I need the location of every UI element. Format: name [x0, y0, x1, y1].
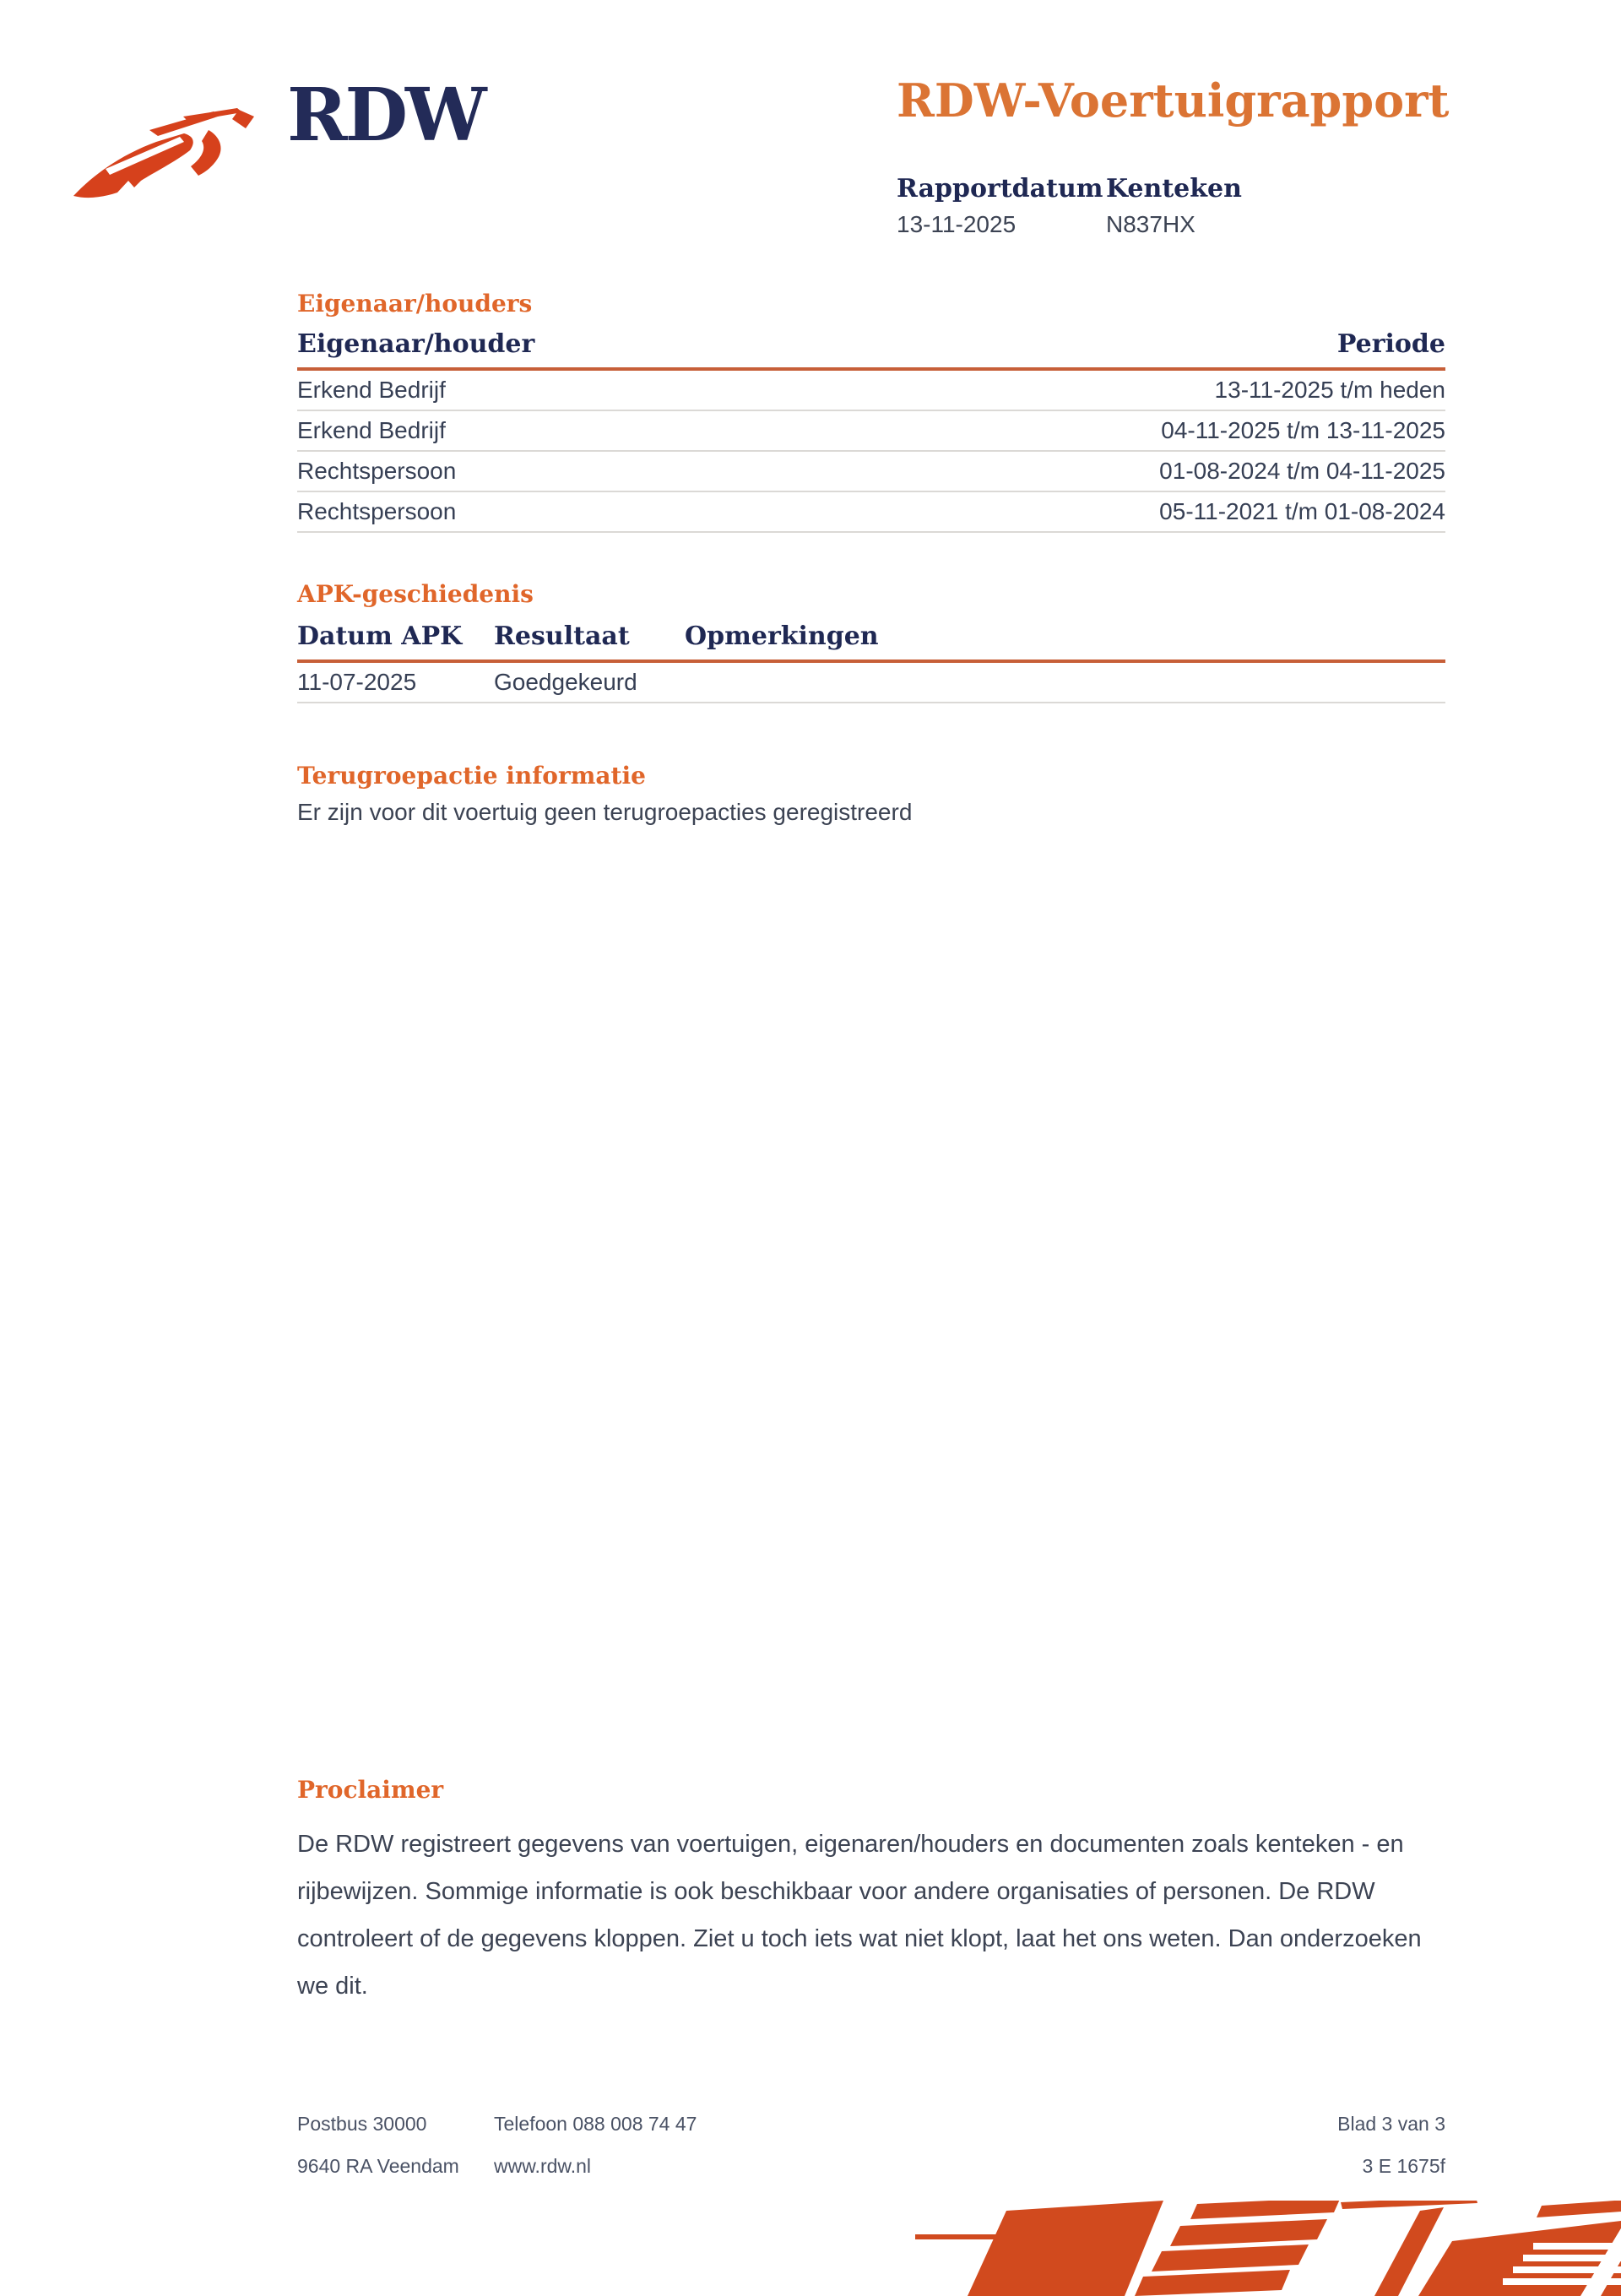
owners-col-period: Periode — [1336, 329, 1445, 359]
period-cell: 04-11-2025 t/m 13-11-2025 — [1161, 417, 1445, 443]
footer-address — [297, 2103, 459, 2187]
apk-section-heading: APK-geschiedenis — [297, 580, 534, 608]
footer-postbus: Postbus 30000 — [297, 2113, 427, 2135]
footer-form-code: 3 E 1675f — [1362, 2155, 1445, 2177]
footer-website: www.rdw.nl — [494, 2155, 592, 2177]
owner-cell: Erkend Bedrijf — [297, 377, 446, 403]
owners-section-heading: Eigenaar/houders — [297, 290, 533, 318]
apk-col-datum: Datum APK — [297, 621, 463, 651]
footer-city: 9640 RA Veendam — [297, 2155, 459, 2177]
apk-col-opmerkingen: Opmerkingen — [685, 621, 879, 651]
page-title: RDW-Voertuigrapport — [897, 73, 1450, 128]
proclaimer-heading: Proclaimer — [297, 1776, 444, 1804]
license-plate-label: Kenteken — [1106, 174, 1242, 204]
report-date-value: 13-11-2025 — [897, 211, 1017, 237]
footer-contact — [494, 2103, 697, 2187]
owners-table — [297, 329, 1445, 533]
table-row — [297, 371, 1445, 411]
report-date-label: Rapportdatum — [897, 174, 1103, 204]
owners-table-header — [297, 329, 1445, 367]
proclaimer-text: De RDW registreert gegevens van voertuigen, eigenaren/houders en documenten zoals kenteken - en rijbewijzen. Sommige informatie is ook beschikbaar voor andere organisaties of personen. De RDW controleert of de gegevens kloppen. Ziet u toch iets wat niet klopt, laat het ons weten. Dan onderzoeken we dit. — [297, 1831, 1422, 2000]
table-row — [297, 663, 1445, 703]
apk-resultaat-cell: Goedgekeurd — [494, 669, 637, 695]
rdw-feather-logo-icon — [72, 106, 259, 203]
owner-cell: Rechtspersoon — [297, 458, 457, 484]
period-cell: 01-08-2024 t/m 04-11-2025 — [1159, 458, 1445, 484]
apk-table-header — [297, 621, 1445, 659]
table-row — [297, 411, 1445, 452]
owners-col-owner: Eigenaar/houder — [297, 329, 535, 359]
period-cell: 13-11-2025 t/m heden — [1214, 377, 1445, 403]
period-cell: 05-11-2021 t/m 01-08-2024 — [1159, 498, 1445, 524]
owner-cell: Rechtspersoon — [297, 498, 457, 524]
table-row — [297, 492, 1445, 533]
rdw-speed-stripes-decoration — [912, 2201, 1621, 2296]
footer-phone: Telefoon 088 008 74 47 — [494, 2113, 697, 2135]
owner-cell: Erkend Bedrijf — [297, 417, 446, 443]
apk-table — [297, 621, 1445, 703]
license-plate-value: N837HX — [1106, 211, 1195, 237]
apk-col-resultaat: Resultaat — [494, 621, 630, 651]
rdw-logo-text: RDW — [287, 73, 485, 158]
apk-datum-cell: 11-07-2025 — [297, 669, 417, 695]
recall-text: Er zijn voor dit voertuig geen terugroepacties geregistreerd — [297, 799, 913, 825]
footer-page-info — [1337, 2103, 1445, 2187]
footer-page-number: Blad 3 van 3 — [1337, 2113, 1445, 2135]
table-row — [297, 452, 1445, 492]
recall-section-heading: Terugroepactie informatie — [297, 762, 646, 790]
